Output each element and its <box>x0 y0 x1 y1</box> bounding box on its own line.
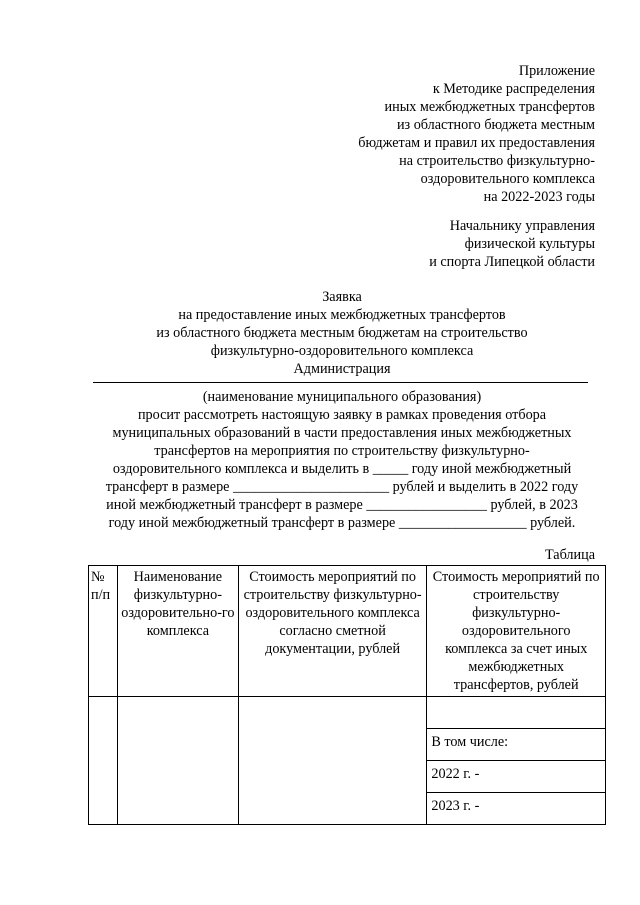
table-caption: Таблица <box>544 547 595 563</box>
cell-facility-name[interactable] <box>117 697 238 825</box>
body-line: просит рассмотреть настоящую заявку в рамках проведения отбора <box>137 407 547 423</box>
header-transfer-cost: Стоимость мероприятий по строительству физкультурно-оздоровительного комплекса за счет иных межбюджетных трансфертов, рублей <box>427 566 606 697</box>
cell-number[interactable] <box>89 697 118 825</box>
body-line: иной межбюджетный трансферт в размере _________________ рублей, в 2023 <box>106 497 578 513</box>
addressee-line: физической культуры <box>464 236 595 252</box>
body-line: году иной межбюджетный трансферт в размере __________________ рублей. <box>108 515 576 531</box>
body-line: трансфертов на мероприятия по строительству физкультурно- <box>154 443 530 459</box>
appendix-line: на строительство физкультурно- <box>399 153 595 169</box>
header-number: № п/п <box>89 566 118 697</box>
header-facility-name: Наименование физкультурно-оздоровительно-го комплекса <box>117 566 238 697</box>
cell-year-2023[interactable]: 2023 г. - <box>427 793 606 825</box>
appendix-line: оздоровительного комплекса <box>420 171 595 187</box>
addressee-line: Начальнику управления <box>449 218 595 234</box>
cost-table <box>88 565 606 825</box>
title-line: физкультурно-оздоровительного комплекса <box>210 343 474 359</box>
body-line: оздоровительного комплекса и выделить в _____ году иной межбюджетный <box>112 461 572 477</box>
body-line: муниципальных образований в части предоставления иных межбюджетных <box>112 425 572 441</box>
title-line: Администрация <box>293 361 391 377</box>
appendix-line: Приложение <box>518 63 595 79</box>
table-row <box>89 697 606 729</box>
appendix-line: на 2022-2023 годы <box>483 189 595 205</box>
municipality-blank-line[interactable] <box>93 382 588 383</box>
addressee-line: и спорта Липецкой области <box>429 254 595 270</box>
cell-transfer-total[interactable] <box>427 697 606 729</box>
header-estimate-cost: Стоимость мероприятий по строительству физкультурно-оздоровительного комплекса согласно сметной документации, рублей <box>238 566 427 697</box>
cell-estimate-cost[interactable] <box>238 697 427 825</box>
table-header-row <box>89 566 606 697</box>
cell-including-label: В том числе: <box>427 729 606 761</box>
municipality-caption: (наименование муниципального образования) <box>202 389 482 405</box>
appendix-line: из областного бюджета местным <box>396 117 595 133</box>
cell-year-2022[interactable]: 2022 г. - <box>427 761 606 793</box>
title-line: из областного бюджета местным бюджетам на строительство <box>156 325 528 341</box>
appendix-line: иных межбюджетных трансфертов <box>384 99 595 115</box>
body-line: трансферт в размере ______________________ рублей и выделить в 2022 году <box>105 479 579 495</box>
title-line: Заявка <box>322 289 362 305</box>
appendix-line: бюджетам и правил их предоставления <box>358 135 595 151</box>
title-line: на предоставление иных межбюджетных трансфертов <box>178 307 506 323</box>
appendix-line: к Методике распределения <box>432 81 595 97</box>
